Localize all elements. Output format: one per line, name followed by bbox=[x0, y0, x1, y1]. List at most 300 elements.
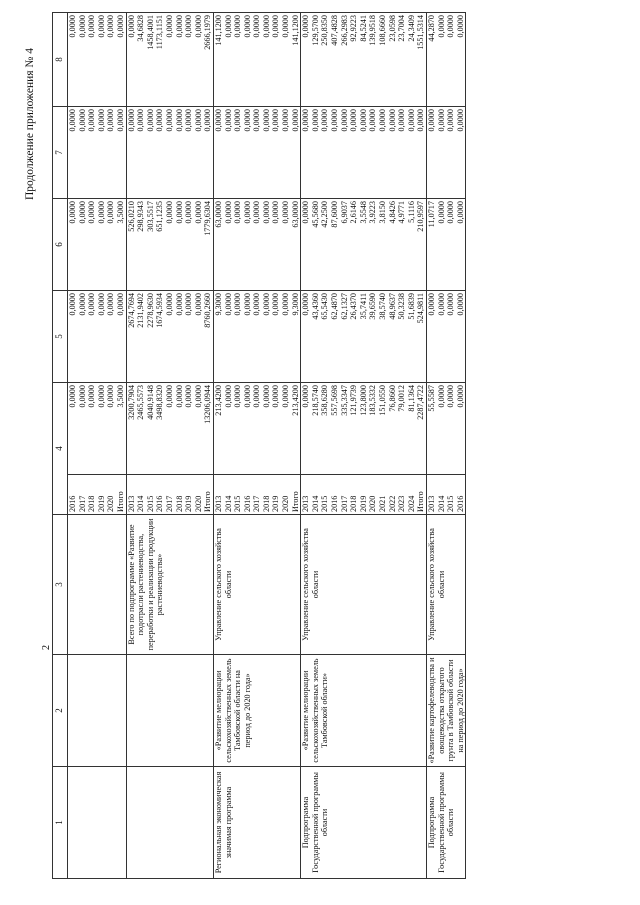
year-value: 2020 bbox=[106, 495, 116, 512]
local-value: 0,0000 bbox=[233, 109, 243, 132]
year-value: 2016 bbox=[68, 495, 77, 512]
federal-value: 0,0000 bbox=[87, 293, 97, 316]
total-value: 0,0000 bbox=[436, 385, 446, 408]
local-cell bbox=[68, 107, 127, 199]
regional-value: 0,0000 bbox=[68, 201, 77, 224]
local-value: 0,0000 bbox=[164, 109, 174, 132]
federal-value: 0,0000 bbox=[281, 293, 291, 316]
local-value: 0,0000 bbox=[426, 109, 436, 132]
extrabudget-cell bbox=[126, 13, 213, 107]
year-value: 2016 bbox=[455, 495, 465, 512]
extrabudget-value: 266,2983 bbox=[339, 15, 349, 46]
column-number-row bbox=[53, 13, 68, 879]
extrabudget-value: 0,0000 bbox=[455, 15, 465, 38]
year-value: 2018 bbox=[174, 495, 184, 512]
local-value: 0,0000 bbox=[290, 109, 300, 132]
year-value: 2020 bbox=[368, 495, 378, 512]
federal-value: 0,0000 bbox=[446, 293, 456, 316]
budget-table bbox=[52, 12, 466, 879]
year-value: 2020 bbox=[281, 495, 291, 512]
federal-value: 0,0000 bbox=[252, 293, 262, 316]
extrabudget-value: 0,0000 bbox=[193, 15, 203, 38]
year-value: Итого bbox=[115, 491, 125, 512]
regional-value: 11,0717 bbox=[426, 201, 436, 228]
federal-value: 51,6839 bbox=[406, 293, 416, 320]
regional-value: 3,9223 bbox=[368, 201, 378, 224]
total-value: 0,0000 bbox=[301, 385, 311, 408]
local-value: 0,0000 bbox=[446, 109, 456, 132]
year-cell bbox=[301, 475, 427, 515]
year-value: 2017 bbox=[77, 495, 87, 512]
year-value: 2014 bbox=[310, 495, 320, 512]
regional-value: 0,0000 bbox=[301, 201, 311, 224]
program-type-cell bbox=[68, 767, 127, 879]
regional-value: 210,9597 bbox=[416, 201, 426, 232]
extrabudget-value: 141,1200 bbox=[213, 15, 223, 46]
federal-value: 62,4870 bbox=[330, 293, 340, 320]
federal-value: 0,0000 bbox=[301, 293, 311, 316]
total-value: 213,4200 bbox=[290, 385, 300, 416]
local-value: 0,0000 bbox=[378, 109, 387, 132]
extrabudget-value: 0,0000 bbox=[77, 15, 87, 38]
year-value: 2020 bbox=[193, 495, 203, 512]
local-value: 0,0000 bbox=[310, 109, 320, 132]
extrabudget-value: 2666,1979 bbox=[203, 15, 213, 50]
total-value: 213,4200 bbox=[213, 385, 223, 416]
federal-value: 2674,7694 bbox=[126, 293, 136, 328]
col-header-8: 8 bbox=[53, 13, 68, 107]
local-value: 0,0000 bbox=[358, 109, 368, 132]
extrabudget-value: 0,0000 bbox=[261, 15, 271, 38]
local-value: 0,0000 bbox=[387, 109, 397, 132]
col-header-3: 3 bbox=[53, 515, 68, 655]
regional-value: 0,0000 bbox=[252, 201, 262, 224]
federal-cell bbox=[426, 291, 465, 383]
executor-cell bbox=[68, 515, 127, 655]
year-value: 2013 bbox=[213, 495, 223, 512]
total-value: 0,0000 bbox=[184, 385, 194, 408]
local-value: 0,0000 bbox=[320, 109, 330, 132]
appendix-title: Продолжение приложения № 4 bbox=[24, 47, 36, 201]
extrabudget-cell bbox=[426, 13, 465, 107]
year-value: Итого bbox=[203, 491, 213, 512]
extrabudget-value: 1551,5314 bbox=[416, 15, 426, 50]
year-value: 2013 bbox=[126, 495, 136, 512]
extrabudget-value: 92,9223 bbox=[349, 15, 359, 42]
local-value: 0,0000 bbox=[136, 109, 146, 132]
extrabudget-cell bbox=[68, 13, 127, 107]
total-value: 557,5698 bbox=[330, 385, 340, 416]
total-value: 13206,0944 bbox=[203, 385, 213, 424]
federal-value: 1674,5934 bbox=[155, 293, 165, 328]
year-value: 2018 bbox=[349, 495, 359, 512]
regional-cell bbox=[301, 199, 427, 291]
federal-value: 62,1327 bbox=[339, 293, 349, 320]
year-value: 2014 bbox=[436, 495, 446, 512]
year-value: 2023 bbox=[397, 495, 407, 512]
total-value: 121,9739 bbox=[349, 385, 359, 416]
total-cell bbox=[301, 383, 427, 475]
extrabudget-value: 139,9518 bbox=[368, 15, 378, 46]
program-name-cell bbox=[68, 655, 127, 767]
extrabudget-value: 0,0000 bbox=[233, 15, 243, 38]
local-cell bbox=[426, 107, 465, 199]
total-value: 81,1364 bbox=[406, 385, 416, 412]
year-cell bbox=[68, 475, 127, 515]
federal-value: 9,3000 bbox=[213, 293, 223, 316]
extrabudget-value: 0,0000 bbox=[252, 15, 262, 38]
total-cell bbox=[126, 383, 213, 475]
year-value: 2018 bbox=[261, 495, 271, 512]
table-row bbox=[126, 13, 213, 879]
regional-value: 303,5517 bbox=[145, 201, 155, 232]
extrabudget-value: 84,5241 bbox=[358, 15, 368, 42]
extrabudget-value: 1173,1151 bbox=[155, 15, 165, 50]
regional-value: 0,0000 bbox=[233, 201, 243, 224]
year-value: 2015 bbox=[446, 495, 456, 512]
executor-cell: Управление сельского хозяйства области bbox=[301, 515, 427, 655]
federal-value: 43,4360 bbox=[310, 293, 320, 320]
regional-value: 87,6000 bbox=[330, 201, 340, 228]
local-value: 0,0000 bbox=[261, 109, 271, 132]
extrabudget-value: 0,0000 bbox=[68, 15, 77, 38]
total-value: 2287,4722 bbox=[416, 385, 426, 420]
federal-value: 0,0000 bbox=[68, 293, 77, 316]
year-value: 2019 bbox=[358, 495, 368, 512]
regional-value: 3,8150 bbox=[378, 201, 387, 224]
federal-value: 65,5430 bbox=[320, 293, 330, 320]
federal-value: 0,0000 bbox=[233, 293, 243, 316]
regional-value: 42,2500 bbox=[320, 201, 330, 228]
extrabudget-cell bbox=[213, 13, 300, 107]
total-value: 123,8000 bbox=[358, 385, 368, 416]
regional-value: 0,0000 bbox=[271, 201, 281, 224]
total-value: 218,5740 bbox=[310, 385, 320, 416]
local-cell bbox=[126, 107, 213, 199]
total-value: 0,0000 bbox=[87, 385, 97, 408]
local-value: 0,0000 bbox=[115, 109, 125, 132]
local-value: 0,0000 bbox=[349, 109, 359, 132]
local-value: 0,0000 bbox=[301, 109, 311, 132]
extrabudget-value: 0,0000 bbox=[242, 15, 252, 38]
local-value: 0,0000 bbox=[339, 109, 349, 132]
regional-value: 0,0000 bbox=[174, 201, 184, 224]
regional-value: 5,1116 bbox=[406, 201, 416, 223]
year-value: 2013 bbox=[426, 495, 436, 512]
local-value: 0,0000 bbox=[106, 109, 116, 132]
total-value: 3200,7904 bbox=[126, 385, 136, 420]
year-value: 2015 bbox=[233, 495, 243, 512]
local-value: 0,0000 bbox=[203, 109, 213, 132]
local-value: 0,0000 bbox=[68, 109, 77, 132]
local-value: 0,0000 bbox=[330, 109, 340, 132]
program-name-cell: «Развитие картофелеводства и овощеводства открытого грунта в Тамбовской области на период до 2020 года» bbox=[426, 655, 465, 767]
local-value: 0,0000 bbox=[397, 109, 407, 132]
col-header-7: 7 bbox=[53, 107, 68, 199]
total-value: 335,3347 bbox=[339, 385, 349, 416]
regional-value: 1779,6304 bbox=[203, 201, 213, 236]
extrabudget-value: 407,4828 bbox=[330, 15, 340, 46]
table-row bbox=[68, 13, 127, 879]
regional-value: 0,0000 bbox=[164, 201, 174, 224]
federal-value: 8760,2660 bbox=[203, 293, 213, 328]
federal-value: 0,0000 bbox=[426, 293, 436, 316]
total-cell bbox=[68, 383, 127, 475]
col-header-4: 4 bbox=[53, 383, 68, 515]
local-value: 0,0000 bbox=[184, 109, 194, 132]
federal-value: 0,0000 bbox=[223, 293, 233, 316]
extrabudget-value: 141,1200 bbox=[290, 15, 300, 46]
local-value: 0,0000 bbox=[77, 109, 87, 132]
local-value: 0,0000 bbox=[436, 109, 446, 132]
col-header-1: 1 bbox=[53, 767, 68, 879]
regional-value: 0,0000 bbox=[455, 201, 465, 224]
year-value: 2017 bbox=[164, 495, 174, 512]
total-value: 0,0000 bbox=[281, 385, 291, 408]
total-value: 183,5332 bbox=[368, 385, 378, 416]
program-type-cell: Подпрограмма Государственной программы области bbox=[426, 767, 465, 879]
federal-value: 0,0000 bbox=[242, 293, 252, 316]
federal-value: 524,9811 bbox=[416, 293, 426, 324]
year-value: 2015 bbox=[145, 495, 155, 512]
total-value: 0,0000 bbox=[77, 385, 87, 408]
total-value: 2465,5573 bbox=[136, 385, 146, 420]
extrabudget-value: 23,0598 bbox=[387, 15, 397, 42]
col-header-5: 5 bbox=[53, 291, 68, 383]
federal-value: 0,0000 bbox=[455, 293, 465, 316]
extrabudget-value: 0,0000 bbox=[436, 15, 446, 38]
federal-value: 0,0000 bbox=[261, 293, 271, 316]
year-value: Итого bbox=[416, 491, 426, 512]
col-header-6: 6 bbox=[53, 199, 68, 291]
table-row bbox=[213, 13, 300, 879]
extrabudget-value: 0,0000 bbox=[106, 15, 116, 38]
federal-value: 48,9637 bbox=[387, 293, 397, 320]
executor-cell: Управление сельского хозяйства области bbox=[213, 515, 300, 655]
total-value: 0,0000 bbox=[96, 385, 106, 408]
year-cell bbox=[426, 475, 465, 515]
federal-value: 50,3238 bbox=[397, 293, 407, 320]
total-value: 0,0000 bbox=[252, 385, 262, 408]
federal-value: 0,0000 bbox=[436, 293, 446, 316]
regional-value: 6,9037 bbox=[339, 201, 349, 224]
regional-value: 3,5000 bbox=[115, 201, 125, 224]
year-value: 2016 bbox=[155, 495, 165, 512]
federal-value: 35,7411 bbox=[358, 293, 368, 320]
year-value: 2024 bbox=[406, 495, 416, 512]
year-value: 2019 bbox=[184, 495, 194, 512]
regional-value: 0,0000 bbox=[87, 201, 97, 224]
total-value: 0,0000 bbox=[261, 385, 271, 408]
federal-value: 39,6590 bbox=[368, 293, 378, 320]
extrabudget-value: 0,0000 bbox=[446, 15, 456, 38]
local-value: 0,0000 bbox=[155, 109, 165, 132]
extrabudget-value: 44,2870 bbox=[426, 15, 436, 42]
local-value: 0,0000 bbox=[87, 109, 97, 132]
local-value: 0,0000 bbox=[271, 109, 281, 132]
year-value: 2016 bbox=[242, 495, 252, 512]
local-value: 0,0000 bbox=[281, 109, 291, 132]
federal-value: 0,0000 bbox=[77, 293, 87, 316]
total-value: 0,0000 bbox=[446, 385, 456, 408]
table-row bbox=[301, 13, 427, 879]
total-value: 3,5000 bbox=[115, 385, 125, 408]
federal-value: 0,0000 bbox=[184, 293, 194, 316]
program-name-cell: «Развитие мелиорации сельскохозяйственных земель Тамбовской области на период до 2020 года» bbox=[213, 655, 300, 767]
federal-value: 26,4370 bbox=[349, 293, 359, 320]
federal-value: 9,3000 bbox=[290, 293, 300, 316]
regional-value: 0,0000 bbox=[261, 201, 271, 224]
local-value: 0,0000 bbox=[406, 109, 416, 132]
total-value: 0,0000 bbox=[164, 385, 174, 408]
federal-value: 2278,9630 bbox=[145, 293, 155, 328]
total-value: 0,0000 bbox=[455, 385, 465, 408]
program-type-cell: Подпрограмма Государственной программы области bbox=[301, 767, 427, 879]
regional-value: 4,8426 bbox=[387, 201, 397, 224]
extrabudget-value: 0,0000 bbox=[126, 15, 136, 38]
total-cell bbox=[426, 383, 465, 475]
regional-value: 0,0000 bbox=[96, 201, 106, 224]
total-value: 55,5587 bbox=[426, 385, 436, 412]
federal-value: 38,5740 bbox=[378, 293, 387, 320]
year-cell bbox=[126, 475, 213, 515]
local-value: 0,0000 bbox=[193, 109, 203, 132]
extrabudget-cell bbox=[301, 13, 427, 107]
extrabudget-value: 0,0000 bbox=[184, 15, 194, 38]
regional-value: 526,0210 bbox=[126, 201, 136, 232]
local-value: 0,0000 bbox=[126, 109, 136, 132]
year-value: 2015 bbox=[320, 495, 330, 512]
extrabudget-value: 24,3409 bbox=[406, 15, 416, 42]
year-cell bbox=[213, 475, 300, 515]
local-value: 0,0000 bbox=[223, 109, 233, 132]
program-type-cell bbox=[126, 767, 213, 879]
extrabudget-value: 0,0000 bbox=[271, 15, 281, 38]
extrabudget-value: 108,6660 bbox=[378, 15, 387, 46]
local-value: 0,0000 bbox=[416, 109, 426, 132]
extrabudget-value: 129,5700 bbox=[310, 15, 320, 46]
regional-value: 651,1235 bbox=[155, 201, 165, 232]
regional-value: 63,0000 bbox=[290, 201, 300, 228]
regional-cell bbox=[426, 199, 465, 291]
regional-value: 0,0000 bbox=[281, 201, 291, 224]
regional-value: 0,0000 bbox=[77, 201, 87, 224]
year-value: 2014 bbox=[136, 495, 146, 512]
extrabudget-value: 250,8350 bbox=[320, 15, 330, 46]
local-cell bbox=[301, 107, 427, 199]
local-value: 0,0000 bbox=[174, 109, 184, 132]
local-cell bbox=[213, 107, 300, 199]
extrabudget-value: 0,0000 bbox=[96, 15, 106, 38]
total-value: 0,0000 bbox=[174, 385, 184, 408]
federal-value: 0,0000 bbox=[271, 293, 281, 316]
federal-cell bbox=[301, 291, 427, 383]
regional-value: 63,0000 bbox=[213, 201, 223, 228]
total-value: 0,0000 bbox=[68, 385, 77, 408]
program-name-cell bbox=[126, 655, 213, 767]
top-header-number: 2 bbox=[41, 645, 52, 650]
total-value: 0,0000 bbox=[233, 385, 243, 408]
total-value: 76,8660 bbox=[387, 385, 397, 412]
regional-value: 0,0000 bbox=[223, 201, 233, 224]
regional-value: 45,5680 bbox=[310, 201, 320, 228]
regional-value: 0,0000 bbox=[446, 201, 456, 224]
total-cell bbox=[213, 383, 300, 475]
year-value: Итого bbox=[290, 491, 300, 512]
federal-value: 0,0000 bbox=[164, 293, 174, 316]
year-value: 2022 bbox=[387, 495, 397, 512]
regional-value: 4,9771 bbox=[397, 201, 407, 224]
extrabudget-value: 1458,4001 bbox=[145, 15, 155, 50]
table-row bbox=[426, 13, 465, 879]
local-value: 0,0000 bbox=[455, 109, 465, 132]
extrabudget-value: 0,0000 bbox=[281, 15, 291, 38]
year-value: 2013 bbox=[301, 495, 311, 512]
regional-value: 0,0000 bbox=[436, 201, 446, 224]
extrabudget-value: 0,0000 bbox=[174, 15, 184, 38]
federal-value: 0,0000 bbox=[106, 293, 116, 316]
regional-cell bbox=[126, 199, 213, 291]
regional-value: 0,0000 bbox=[106, 201, 116, 224]
total-value: 0,0000 bbox=[271, 385, 281, 408]
extrabudget-value: 23,7004 bbox=[397, 15, 407, 42]
total-value: 0,0000 bbox=[223, 385, 233, 408]
regional-value: 3,5548 bbox=[358, 201, 368, 224]
total-value: 358,6280 bbox=[320, 385, 330, 416]
local-value: 0,0000 bbox=[96, 109, 106, 132]
col-header-2: 2 bbox=[53, 655, 68, 767]
federal-value: 0,0000 bbox=[193, 293, 203, 316]
year-value: 2019 bbox=[271, 495, 281, 512]
year-value: 2014 bbox=[223, 495, 233, 512]
local-value: 0,0000 bbox=[252, 109, 262, 132]
local-value: 0,0000 bbox=[242, 109, 252, 132]
regional-value: 0,0000 bbox=[242, 201, 252, 224]
year-value: 2016 bbox=[330, 495, 340, 512]
federal-value: 0,0000 bbox=[96, 293, 106, 316]
extrabudget-value: 34,6828 bbox=[136, 15, 146, 42]
program-type-cell: Региональная экономическая значимая программа bbox=[213, 767, 300, 879]
federal-value: 2131,9402 bbox=[136, 293, 146, 328]
federal-cell bbox=[126, 291, 213, 383]
program-name-cell: «Развитие мелиорации сельскохозяйственных земель Тамбовской области» bbox=[301, 655, 427, 767]
total-value: 0,0000 bbox=[106, 385, 116, 408]
total-value: 0,0000 bbox=[193, 385, 203, 408]
extrabudget-value: 0,0000 bbox=[164, 15, 174, 38]
federal-cell bbox=[213, 291, 300, 383]
total-value: 151,0550 bbox=[378, 385, 387, 416]
federal-value: 0,0000 bbox=[174, 293, 184, 316]
extrabudget-value: 0,0000 bbox=[223, 15, 233, 38]
local-value: 0,0000 bbox=[145, 109, 155, 132]
extrabudget-value: 0,0000 bbox=[301, 15, 311, 38]
extrabudget-value: 0,0000 bbox=[87, 15, 97, 38]
federal-cell bbox=[68, 291, 127, 383]
total-value: 0,0000 bbox=[242, 385, 252, 408]
regional-value: 0,0000 bbox=[184, 201, 194, 224]
year-value: 2021 bbox=[378, 495, 387, 512]
local-value: 0,0000 bbox=[368, 109, 378, 132]
executor-cell: Всего по подпрограмме «Развитие подотрасли растениеводства, переработки и реализации продукции растениеводства» bbox=[126, 515, 213, 655]
regional-cell bbox=[213, 199, 300, 291]
year-value: 2018 bbox=[87, 495, 97, 512]
federal-value: 0,0000 bbox=[115, 293, 125, 316]
total-value: 79,0012 bbox=[397, 385, 407, 412]
regional-cell bbox=[68, 199, 127, 291]
local-value: 0,0000 bbox=[213, 109, 223, 132]
regional-value: 298,9343 bbox=[136, 201, 146, 232]
regional-value: 2,6146 bbox=[349, 201, 359, 224]
